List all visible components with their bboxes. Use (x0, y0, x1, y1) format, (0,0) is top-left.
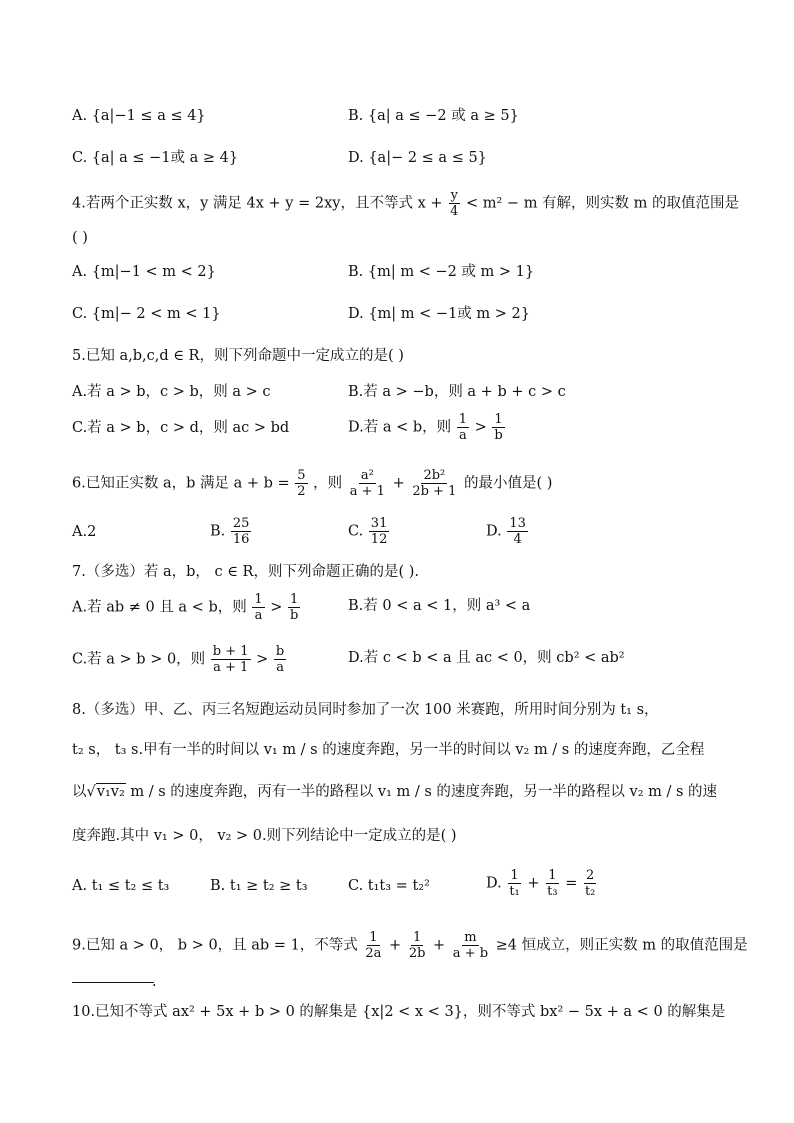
q7-c-d2: a (276, 660, 284, 675)
q7-a-d2: b (290, 608, 299, 623)
q7-a-n2: 1 (290, 592, 299, 607)
q4-stem-part-a: 4.若两个正实数 x，y 满足 4x + y = 2xy，且不等式 x + (72, 195, 443, 212)
q7-option-b: B.若 0 < a < 1，则 a³ < a (348, 598, 531, 614)
q6-f1d: 2 (297, 484, 306, 499)
q6-c-label: C. (348, 523, 364, 540)
q7-option-c (72, 644, 287, 675)
q6-frac-1 (295, 468, 307, 499)
q7-c-gt: > (256, 651, 269, 668)
q4-stem-part-b: < m² − m 有解，则实数 m 的取值范围是 (466, 195, 740, 212)
q6-f3n: 2b² (423, 468, 446, 483)
q6-d-frac (507, 516, 528, 547)
q8-line-1: 8.（多选）甲、乙、丙三名短跑运动员同时参加了一次 100 米赛跑，所用时间分别为 t₁ s， (72, 702, 659, 718)
q4-paren: ( ) (72, 230, 88, 246)
q6-f2d: a + 1 (349, 484, 385, 499)
q9-f1d: 2a (365, 946, 382, 961)
q3-option-c: C. {a| a ≤ −1或 a ≥ 4} (72, 150, 239, 166)
q7-a-n1: 1 (254, 592, 263, 607)
q9-answer-blank (72, 982, 154, 983)
q4-fraction (448, 188, 460, 219)
q6-f2n: a² (360, 468, 374, 483)
q9-period: . (152, 974, 157, 990)
sqrt-symbol-icon: √ (86, 784, 96, 800)
q7-c-n2: b (275, 644, 285, 659)
q8-option-d (486, 868, 598, 899)
q8-d-frac-1 (507, 868, 521, 899)
q6-b-label: B. (210, 523, 226, 540)
q6-option-d (486, 516, 529, 547)
q5-d-frac-2 (492, 412, 504, 443)
q6-stem-b: ，则 (313, 475, 343, 492)
q9-f3n: m (464, 930, 477, 945)
q6-f3d: 2b + 1 (412, 484, 457, 499)
q3-option-b: B. {a| a ≤ −2 或 a ≥ 5} (348, 108, 519, 124)
q6-f1n: 5 (297, 468, 306, 483)
q10-stem: 10.已知不等式 ax² + 5x + b > 0 的解集是 {x|2 < x < 3}，则不等式 bx² − 5x + a < 0 的解集是 (72, 1004, 726, 1020)
q7-option-d: D.若 c < b < a 且 ac < 0，则 cb² < ab² (348, 650, 625, 666)
q8-line-3 (72, 782, 717, 802)
q9-stem-b: ≥4 恒成立，则正实数 m 的取值范围是 (495, 937, 748, 954)
q6-stem-a: 6.已知正实数 a，b 满足 a + b = (72, 475, 290, 492)
q7-c-d1: a + 1 (213, 660, 249, 675)
q8-option-b: B. t₁ ≥ t₂ ≥ t₃ (210, 878, 308, 894)
q4-option-d: D. {m| m < −1或 m > 2} (348, 306, 530, 322)
q6-frac-3 (410, 468, 458, 499)
q7-a-gt: > (270, 599, 283, 616)
q9-plus-1: + (389, 937, 402, 954)
q9-stem (72, 930, 748, 961)
q6-option-a: A.2 (72, 524, 97, 540)
q8-line-3-post: m / s 的速度奔跑，丙有一半的路程以 v₁ m / s 的速度奔跑，另一半的路程以 v₂ m / s 的速 (130, 784, 718, 800)
q5-option-d-text: D.若 a < b，则 (348, 419, 452, 436)
q8-d-d3: t₂ (584, 884, 596, 899)
q6-option-b (210, 516, 252, 547)
q5-d-d1: a (458, 428, 467, 443)
q8-line-3-pre: 以 (72, 784, 87, 800)
q9-f1n: 1 (369, 930, 378, 945)
q6-b-frac (231, 516, 252, 547)
q8-d-label: D. (486, 875, 502, 892)
q8-d-eq: = (565, 875, 578, 892)
q7-a-d1: a (254, 608, 263, 623)
q7-c-n1: b + 1 (212, 644, 249, 659)
q6-stem (72, 468, 552, 499)
q3-option-a: A. {a|−1 ≤ a ≤ 4} (72, 108, 206, 124)
q8-d-plus: + (527, 875, 540, 892)
q9-stem-a: 9.已知 a > 0， b > 0，且 ab = 1，不等式 (72, 937, 358, 954)
q7-option-a (72, 592, 301, 623)
q6-d-d: 4 (513, 532, 522, 547)
q5-option-b: B.若 a > −b，则 a + b + c > c (348, 384, 566, 400)
q8-d-d1: t₁ (509, 884, 520, 899)
q9-f3d: a + b (452, 946, 489, 961)
q9-plus-2: + (433, 937, 446, 954)
q8-option-c: C. t₁t₃ = t₂² (348, 878, 430, 894)
q7-a-frac-2 (288, 592, 300, 623)
q6-b-d: 16 (232, 532, 250, 547)
q9-frac-3 (451, 930, 490, 961)
q4-frac-num: y (450, 188, 458, 203)
q3-option-d: D. {a|− 2 ≤ a ≤ 5} (348, 150, 487, 166)
q8-line-2: t₂ s， t₃ s.甲有一半的时间以 v₁ m / s 的速度奔跑，另一半的时间以 v₂ m / s 的速度奔跑，乙全程 (72, 742, 705, 758)
q8-d-n1: 1 (510, 868, 519, 883)
q8-d-d2: t₃ (547, 884, 558, 899)
q5-d-n1: 1 (458, 412, 468, 427)
q7-a-text: A.若 ab ≠ 0 且 a < b，则 (72, 599, 247, 616)
q9-f2d: 2b (408, 946, 426, 961)
q7-c-frac-2 (274, 644, 286, 675)
q5-stem: 5.已知 a,b,c,d ∈ R，则下列命题中一定成立的是( ) (72, 348, 404, 364)
q5-d-n2: 1 (494, 412, 503, 427)
q7-a-frac-1 (252, 592, 264, 623)
q5-option-d (348, 412, 506, 443)
q5-option-c: C.若 a > b，c > d，则 ac > bd (72, 420, 290, 436)
q9-f2n: 1 (412, 930, 422, 945)
q8-sqrt-content: v₁v₂ (96, 784, 125, 800)
q6-c-n: 31 (370, 516, 388, 531)
q6-c-frac (369, 516, 390, 547)
q4-frac-den: 4 (450, 204, 459, 219)
q8-d-frac-2 (545, 868, 559, 899)
q8-d-n3: 2 (586, 868, 595, 883)
q6-stem-c: 的最小值是( ) (463, 475, 553, 492)
q4-stem (72, 188, 739, 219)
q7-c-text: C.若 a > b > 0，则 (72, 651, 206, 668)
q4-option-c: C. {m|− 2 < m < 1} (72, 306, 221, 322)
q9-frac-2 (407, 930, 428, 961)
q8-option-a: A. t₁ ≤ t₂ ≤ t₃ (72, 878, 170, 894)
q6-plus: + (392, 475, 405, 492)
q9-frac-1 (363, 930, 383, 961)
q5-d-d2: b (494, 428, 503, 443)
q6-b-n: 25 (232, 516, 250, 531)
q4-option-a: A. {m|−1 < m < 2} (72, 264, 216, 280)
q6-option-c (348, 516, 390, 547)
q5-d-gt: > (474, 419, 487, 436)
q8-line-4: 度奔跑.其中 v₁ > 0， v₂ > 0.则下列结论中一定成立的是( ) (72, 828, 457, 844)
q8-d-n2: 1 (548, 868, 557, 883)
q4-option-b: B. {m| m < −2 或 m > 1} (348, 264, 535, 280)
q6-c-d: 12 (370, 532, 388, 547)
q8-d-frac-3 (583, 868, 597, 899)
q7-c-frac-1 (211, 644, 251, 675)
q5-option-a: A.若 a > b，c > b，则 a > c (72, 384, 271, 400)
q6-frac-2 (348, 468, 387, 499)
q6-d-n: 13 (509, 516, 526, 531)
q5-d-frac-1 (457, 412, 469, 443)
q7-stem: 7.（多选）若 a，b， c ∈ R，则下列命题正确的是( ). (72, 564, 420, 580)
q6-d-label: D. (486, 523, 502, 540)
